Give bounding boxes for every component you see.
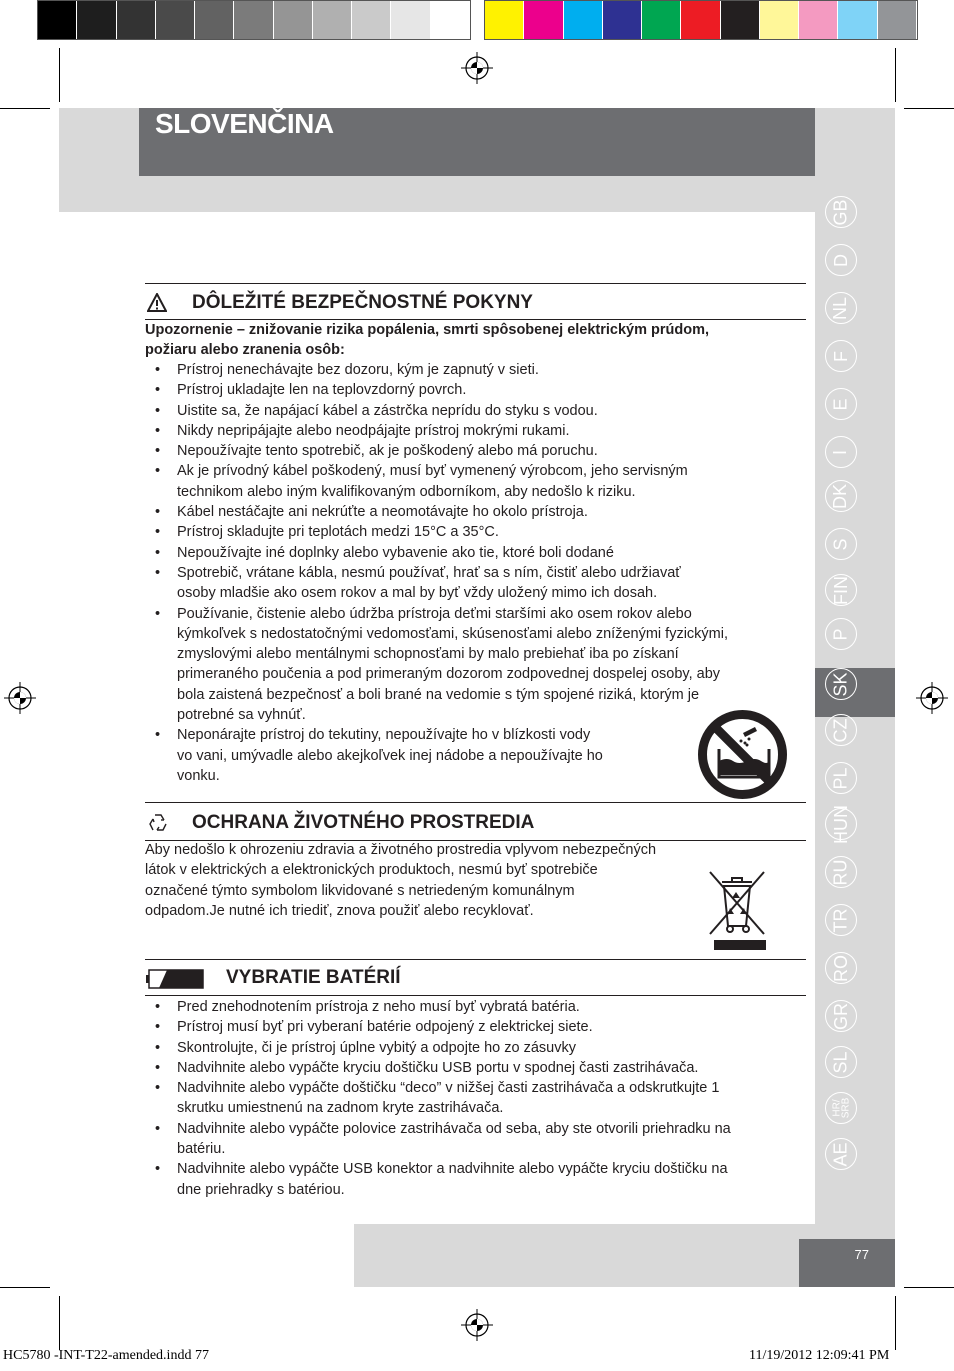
list-item-line: • Prístroj ukladajte len na teplovzdorný povrch. [177, 382, 467, 399]
footer-file-info: HC5780 -INT-T22-amended.indd 77 [3, 1348, 209, 1363]
page-number: 77 [854, 1247, 869, 1262]
list-item-line: • Ak je prívodný kábel poškodený, musí byť vymenený výrobcom, jeho servisným [177, 463, 688, 480]
crop-mark [0, 1287, 50, 1288]
list-item-line: • Nadvihnite alebo vypáčte doštičku “deco” v nižšej časti zastrihávača a odskrutkujte 1 [177, 1080, 720, 1097]
list-item [145, 604, 806, 726]
language-tab-d[interactable] [825, 244, 857, 276]
calibration-swatch [391, 1, 430, 39]
list-item [145, 522, 806, 542]
list-item [145, 421, 806, 441]
language-tab-label: FIN [830, 575, 851, 605]
crop-mark [59, 48, 60, 102]
language-tab-ae[interactable] [825, 1138, 857, 1170]
language-tab-dk[interactable] [825, 480, 857, 512]
environment-text [145, 840, 745, 921]
safety-section-title: DÔLEŽITÉ BEZPEČNOSTNÉ POKYNY [192, 292, 533, 313]
calibration-swatch [799, 1, 838, 39]
environment-line: odpadom.Je nutné ich triediť, znova použiť alebo recyklovať. [145, 902, 534, 919]
battery-section-title: VYBRATIE BATÉRIÍ [226, 967, 401, 988]
battery-icon [145, 968, 205, 990]
list-item [145, 380, 806, 400]
list-item [145, 441, 806, 461]
language-tab-label: NL [830, 296, 851, 320]
calibration-swatch [838, 1, 877, 39]
list-item-line: • Nadvihnite alebo vypáčte kryciu doštičku USB portu v spodnej časti zastrihávača. [177, 1059, 699, 1076]
list-item [145, 461, 806, 502]
section-rule [145, 995, 806, 996]
list-item-line: osoby mladšie ako osem rokov a mal by byť vždy uložený mimo ich dosah. [177, 585, 658, 602]
environment-line: označené týmto symbolom likvidované s netriedeným komunálnym [145, 882, 575, 899]
calibration-swatch [603, 1, 642, 39]
language-tab-sl[interactable] [825, 1046, 857, 1078]
language-tab-label: HR/ SRB [831, 1097, 851, 1119]
calibration-swatch [195, 1, 234, 39]
list-item [145, 1078, 806, 1119]
calibration-swatch [681, 1, 720, 39]
calibration-swatch [431, 1, 470, 39]
calibration-swatch [234, 1, 273, 39]
language-tab-label: RO [830, 954, 851, 982]
background-panel [354, 1224, 815, 1287]
crop-mark [59, 1296, 60, 1350]
language-tab-label: CZ [830, 718, 851, 742]
list-item-line: • Skontrolujte, či je prístroj úplne vybitý a odpojte ho zo zásuvky [177, 1039, 576, 1056]
list-item-line: • Prístroj skladujte pri teplotách medzi 15°C a 35°C. [177, 524, 499, 541]
warning-text: Upozornenie – znižovanie rizika popálenia, smrti spôsobenej elektrickým prúdom, [145, 322, 710, 338]
page-header [139, 108, 815, 176]
crop-mark [895, 48, 896, 102]
list-item-line: • Neponárajte prístroj do tekutiny, nepoužívajte ho v blízkosti vody [177, 727, 591, 744]
list-item-line: vo vani, umývadle alebo akejkoľvek inej nádobe a nepoužívajte ho [177, 747, 603, 764]
recycle-icon [147, 812, 169, 834]
list-item-line: • Prístroj nenechávajte bez dozoru, kým je zapnutý v sieti. [177, 362, 539, 378]
list-item [145, 1119, 806, 1160]
warning-icon [147, 293, 167, 313]
crop-mark [904, 1287, 954, 1288]
section-rule [145, 802, 806, 803]
calibration-swatch [760, 1, 799, 39]
calibration-swatch [642, 1, 681, 39]
list-item-line: • Nikdy nepripájajte alebo neodpájajte prístroj mokrými rukami. [177, 422, 570, 439]
list-item [145, 1038, 806, 1058]
language-tab-hun[interactable] [825, 804, 857, 844]
language-tab-label: DK [830, 483, 851, 509]
list-item [145, 1058, 806, 1078]
language-tab-fin[interactable] [825, 574, 857, 606]
language-tab-sk[interactable] [825, 668, 857, 700]
calibration-swatch [77, 1, 116, 39]
language-tab-label: P [830, 627, 851, 641]
list-item [145, 502, 806, 522]
list-item-line: • Prístroj musí byť pri vyberaní batérie odpojený z elektrickej siete. [177, 1019, 593, 1036]
calibration-swatch [524, 1, 563, 39]
weee-crossed-bin-icon [706, 868, 768, 952]
language-tab-pl[interactable] [825, 762, 857, 794]
list-item [145, 997, 806, 1017]
registration-mark-icon [461, 52, 493, 84]
section-rule [145, 283, 806, 284]
calibration-swatch [564, 1, 603, 39]
language-tab-label: GB [830, 198, 851, 226]
language-tab-gr[interactable] [825, 1000, 857, 1032]
safety-warning [145, 320, 806, 361]
list-item-line: • Kábel nestáčajte ani nekrúťte a neomotávajte ho okolo prístroja. [177, 504, 588, 521]
list-item [145, 401, 806, 421]
environment-line: látok v elektrických a elektronických produktoch, nesmú byť spotrebiče [145, 862, 598, 879]
list-item [145, 1017, 806, 1037]
language-tab-tr[interactable] [825, 904, 857, 936]
language-tab-label: AE [830, 1141, 851, 1167]
list-item-line: • Nadvihnite alebo vypáčte polovice zastrihávača od seba, aby ste otvorili priehradku na [177, 1120, 731, 1137]
calibration-swatch [313, 1, 352, 39]
language-tab-label: I [830, 449, 851, 455]
calibration-swatch [117, 1, 156, 39]
calibration-swatch [352, 1, 391, 39]
list-item-line: • Uistite sa, že napájací kábel a zástrčka neprídu do styku s vodou. [177, 402, 598, 419]
list-item-line: • Nepoužívajte tento spotrebič, ak je poškodený alebo má poruchu. [177, 443, 598, 460]
language-tab-label: HUN [830, 804, 851, 844]
language-tab-cz[interactable] [825, 714, 857, 746]
list-item-line: • Nadvihnite alebo vypáčte USB konektor a nadvihnite alebo vypáčte kryciu doštičku na [177, 1161, 728, 1178]
list-item-line: • Nepoužívajte iné doplnky alebo vybavenie ako tie, ktoré boli dodané [177, 544, 614, 561]
list-item [145, 1159, 806, 1200]
registration-mark-icon [461, 1309, 493, 1341]
crop-mark [0, 108, 50, 109]
list-item-line: dne priehradky s batériou. [177, 1181, 345, 1198]
page-title: SLOVENČINA [155, 108, 334, 139]
language-tab-label: PL [830, 766, 851, 790]
registration-mark-icon [916, 682, 948, 714]
crop-mark [895, 1296, 896, 1350]
color-calibration-bar [484, 0, 918, 40]
list-item-line: bola zaistená bezpečnosť a boli brané na vedomie s tým spojené riziká, ktorým je [177, 686, 700, 703]
language-tab-label: D [830, 253, 851, 267]
calibration-swatch [274, 1, 313, 39]
language-tab-hr-srb[interactable] [825, 1092, 857, 1124]
list-item [145, 543, 806, 563]
language-tab-ru[interactable] [825, 856, 857, 888]
list-item-line: vonku. [177, 767, 220, 784]
language-tab-label: E [830, 397, 851, 411]
calibration-swatch [721, 1, 760, 39]
list-item-line: • Používanie, čistenie alebo údržba prístroja deťmi staršími ako osem rokov alebo [177, 605, 692, 622]
language-tab-label: TR [830, 908, 851, 932]
language-tab-label: RU [830, 859, 851, 885]
section-rule [145, 959, 806, 960]
list-item-line: • Spotrebič, vrátane kábla, nesmú používať, hrať sa s ním, čistiť alebo udržiavať [177, 564, 681, 581]
language-tab-s[interactable] [825, 528, 857, 560]
language-tab-f[interactable] [825, 340, 857, 372]
footer-date: 11/19/2012 12:09:41 PM [749, 1348, 890, 1363]
battery-list [145, 997, 806, 1200]
list-item [145, 563, 806, 604]
registration-mark-icon [4, 682, 36, 714]
language-tab-label: SK [830, 671, 851, 697]
calibration-swatch [485, 1, 524, 39]
no-water-pictogram-icon [697, 709, 788, 800]
list-item-line: zmyslovými alebo mentálnymi schopnosťami by malo prebiehať iba po získaní [177, 646, 679, 663]
language-tab-gb[interactable] [825, 196, 857, 228]
crop-mark [904, 108, 954, 109]
language-tab-label: S [830, 537, 851, 551]
list-item-line: primeraného poučenia a pod primeraným dozorom zodpovednej dospelej osoby, aby [177, 666, 721, 683]
list-item [145, 360, 806, 380]
language-tab-e[interactable] [825, 388, 857, 420]
gray-calibration-bar [37, 0, 471, 40]
environment-section-title: OCHRANA ŽIVOTNÉHO PROSTREDIA [192, 812, 535, 833]
calibration-swatch [878, 1, 917, 39]
language-tab-ro[interactable] [825, 952, 857, 984]
environment-line: Aby nedošlo k ohrozeniu zdravia a životného prostredia vplyvom nebezpečných [145, 842, 657, 858]
background-panel [59, 108, 139, 212]
language-tab-label: F [830, 350, 851, 362]
calibration-swatch [38, 1, 77, 39]
list-item-line: potrebné sa vyhnúť. [177, 707, 306, 724]
list-item-line: kýmkoľvek s nedostatočnými vedomosťami, skúsenosťami alebo zníženými fyzickými, [177, 625, 728, 642]
list-item-line: skrutku umiestnenú na zadnom kryte zastrihávača. [177, 1100, 504, 1117]
list-item-line: batériu. [177, 1141, 226, 1158]
language-tab-i[interactable] [825, 436, 857, 468]
language-tab-p[interactable] [825, 618, 857, 650]
language-tab-nl[interactable] [825, 292, 857, 324]
calibration-swatch [156, 1, 195, 39]
warning-text: požiaru alebo zranenia osôb: [145, 342, 345, 359]
language-tab-label: SL [830, 1050, 851, 1074]
page-number-box [799, 1239, 895, 1287]
language-tab-label: GR [830, 1002, 851, 1030]
background-panel [139, 176, 815, 212]
list-item-line: • Pred znehodnotením prístroja z neho musí byť vybratá batéria. [177, 999, 580, 1015]
list-item-line: technikom alebo iným kvalifikovaným odborníkom, aby nedošlo k riziku. [177, 483, 636, 500]
